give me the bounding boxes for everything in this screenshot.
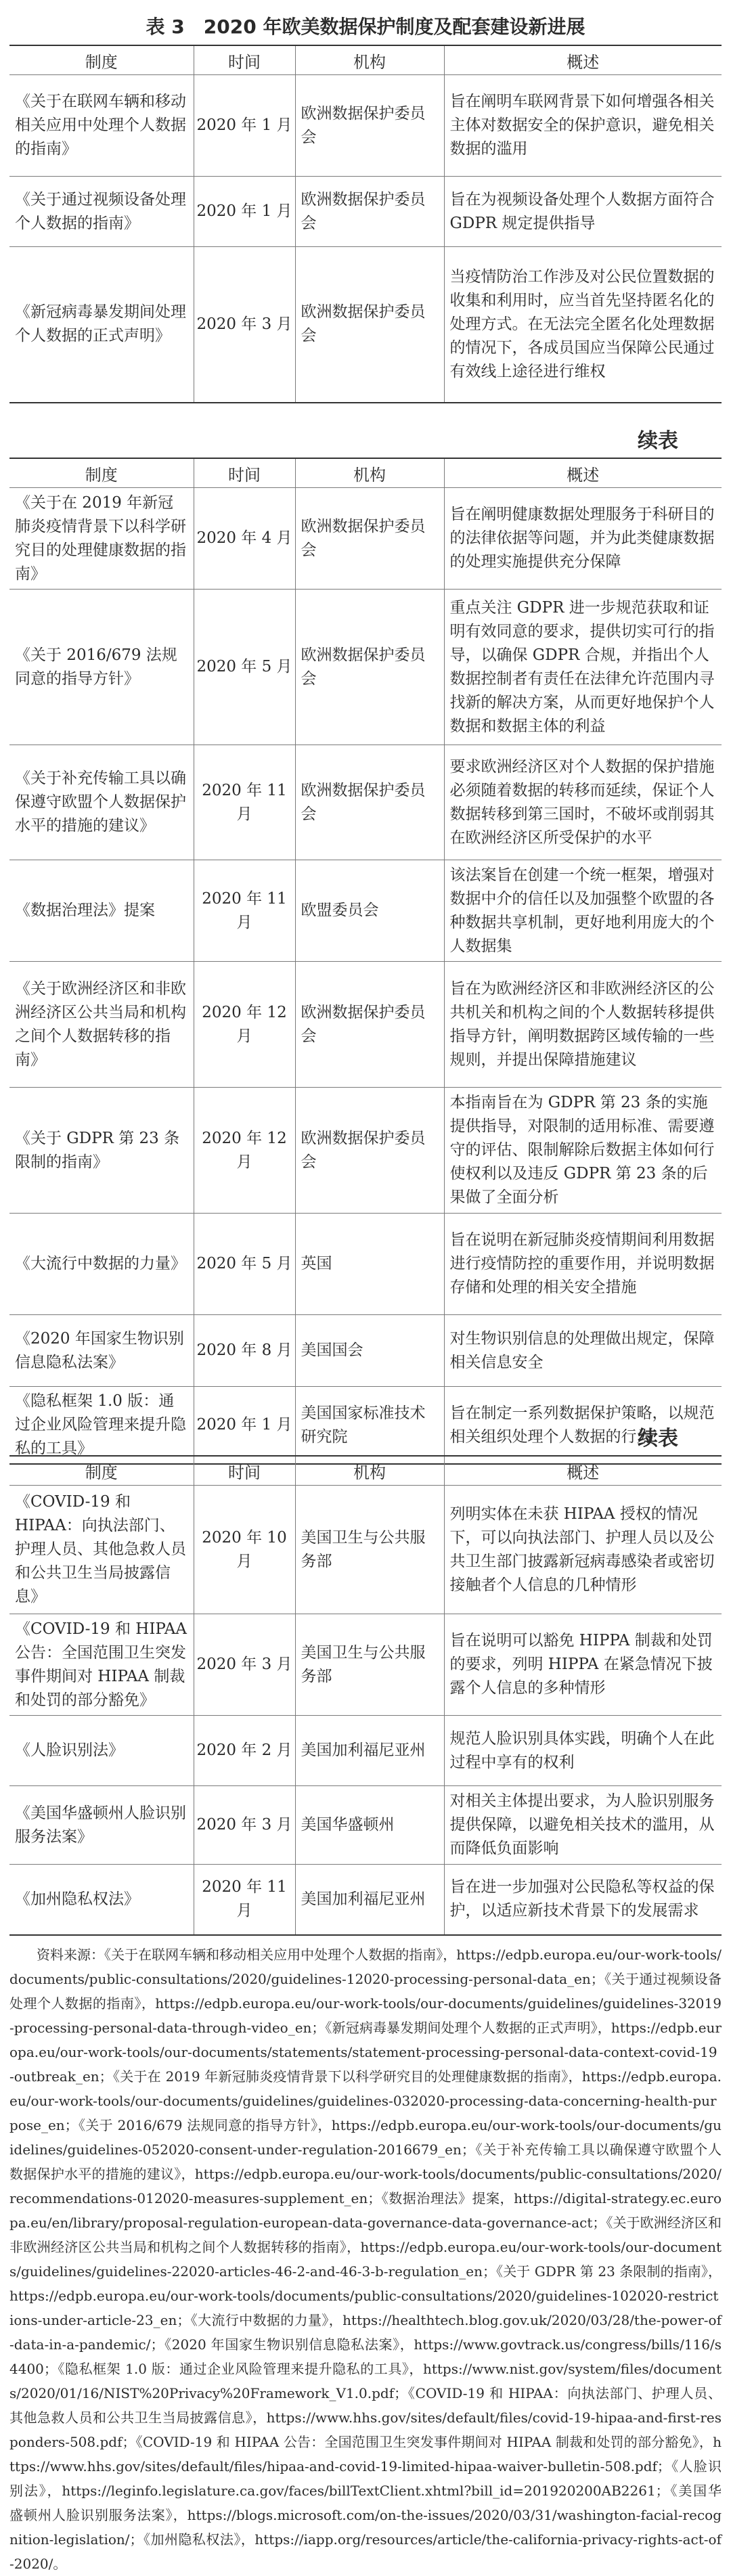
table-row <box>9 1486 722 1614</box>
header-time: 时间 <box>194 1456 295 1486</box>
cell-policy: 《数据治理法》提案 <box>9 860 194 962</box>
cell-org: 欧洲数据保护委员会 <box>295 75 444 177</box>
table-row <box>9 1088 722 1214</box>
table-row <box>9 1387 722 1465</box>
cell-org: 美国华盛顿州 <box>295 1786 444 1865</box>
header-org: 机构 <box>295 45 444 75</box>
table-row <box>9 962 722 1088</box>
cell-summary: 旨在为欧洲经济区和非欧洲经济区的公共机关和机构之间的个人数据转移提供指导方针，阐明数据跨区域传输的一些规则，并提出保障措施建议 <box>444 962 722 1088</box>
header-policy: 制度 <box>9 1456 194 1486</box>
cell-org: 欧洲数据保护委员会 <box>295 962 444 1088</box>
cell-policy: 《关于 GDPR 第 23 条限制的指南》 <box>9 1088 194 1214</box>
policy-table-1 <box>9 45 722 403</box>
cell-time: 2020 年 3 月 <box>194 1614 295 1716</box>
continued-label-2: 续表 <box>638 1427 678 1450</box>
cell-policy: 《关于欧洲经济区和非欧洲经济区公共当局和机构之间个人数据转移的指南》 <box>9 962 194 1088</box>
header-policy: 制度 <box>9 45 194 75</box>
source-notes <box>9 1942 722 2576</box>
cell-summary: 旨在阐明健康数据处理服务于科研目的的法律依据等问题，并为此类健康数据的处理实施提供充分保障 <box>444 488 722 590</box>
cell-policy: 《新冠病毒暴发期间处理个人数据的正式声明》 <box>9 247 194 403</box>
cell-policy: 《美国华盛顿州人脸识别服务法案》 <box>9 1786 194 1865</box>
cell-org: 美国加利福尼亚州 <box>295 1716 444 1786</box>
cell-summary: 旨在进一步加强对公民隐私等权益的保护，以适应新技术背景下的发展需求 <box>444 1865 722 1935</box>
cell-org: 欧盟委员会 <box>295 860 444 962</box>
header-policy: 制度 <box>9 458 194 488</box>
table-row <box>9 75 722 177</box>
cell-summary: 旨在为视频设备处理个人数据方面符合 GDPR 规定提供指导 <box>444 177 722 247</box>
cell-org: 美国国会 <box>295 1315 444 1387</box>
cell-org: 欧洲数据保护委员会 <box>295 488 444 590</box>
cell-org: 欧洲数据保护委员会 <box>295 177 444 247</box>
cell-time: 2020 年 3 月 <box>194 1786 295 1865</box>
header-time: 时间 <box>194 45 295 75</box>
cell-summary: 列明实体在未获 HIPAA 授权的情况下，可以向执法部门、护理人员以及公共卫生部门披露新冠病毒感染者或密切接触者个人信息的几种情形 <box>444 1486 722 1614</box>
table-row <box>9 1214 722 1315</box>
cell-time: 2020 年 4 月 <box>194 488 295 590</box>
table-row <box>9 860 722 962</box>
header-row <box>9 1456 722 1486</box>
table-row <box>9 247 722 403</box>
cell-org: 欧洲数据保护委员会 <box>295 247 444 403</box>
cell-org: 美国国家标准技术研究院 <box>295 1387 444 1465</box>
cell-policy: 《大流行中数据的力量》 <box>9 1214 194 1315</box>
cell-policy: 《人脸识别法》 <box>9 1716 194 1786</box>
cell-time: 2020 年 10 月 <box>194 1486 295 1614</box>
cell-summary: 该法案旨在创建一个统一框架，增强对数据中介的信任以及加强整个欧盟的各种数据共享机制，更好地利用庞大的个人数据集 <box>444 860 722 962</box>
cell-org: 美国加利福尼亚州 <box>295 1865 444 1935</box>
table-row <box>9 590 722 745</box>
cell-summary: 旨在阐明车联网背景下如何增强各相关主体对数据安全的保护意识，避免相关数据的滥用 <box>444 75 722 177</box>
cell-policy: 《关于 2016/679 法规同意的指导方针》 <box>9 590 194 745</box>
table-row <box>9 1315 722 1387</box>
cell-summary: 重点关注 GDPR 进一步规范获取和证明有效同意的要求，提供切实可行的指导，以确保 GDPR 合规，并指出个人数据控制者有责任在法律允许范围内寻找新的解决方案，从而更好地保护个人数据和数据主体的利益 <box>444 590 722 745</box>
cell-summary: 规范人脸识别具体实践，明确个人在此过程中享有的权利 <box>444 1716 722 1786</box>
cell-time: 2020 年 5 月 <box>194 1214 295 1315</box>
table-row <box>9 745 722 860</box>
table-row <box>9 1716 722 1786</box>
table-row <box>9 1865 722 1935</box>
cell-policy: 《关于补充传输工具以确保遵守欧盟个人数据保护水平的措施的建议》 <box>9 745 194 860</box>
cell-summary: 要求欧洲经济区对个人数据的保护措施必须随着数据的转移而延续，保证个人数据转移到第三国时，不破坏或削弱其在欧洲经济区所受保护的水平 <box>444 745 722 860</box>
cell-time: 2020 年 11 月 <box>194 860 295 962</box>
cell-org: 欧洲数据保护委员会 <box>295 745 444 860</box>
header-org: 机构 <box>295 458 444 488</box>
cell-org: 英国 <box>295 1214 444 1315</box>
cell-policy: 《COVID-19 和 HIPAA：向执法部门、护理人员、其他急救人员和公共卫生当局披露信息》 <box>9 1486 194 1614</box>
policy-table-2 <box>9 458 722 1465</box>
cell-time: 2020 年 11 月 <box>194 745 295 860</box>
header-row <box>9 458 722 488</box>
header-time: 时间 <box>194 458 295 488</box>
cell-policy: 《关于通过视频设备处理个人数据的指南》 <box>9 177 194 247</box>
table-row <box>9 488 722 590</box>
cell-summary: 旨在说明可以豁免 HIPPA 制裁和处罚的要求，列明 HIPPA 在紧急情况下披露个人信息的多种情形 <box>444 1614 722 1716</box>
cell-org: 美国卫生与公共服务部 <box>295 1614 444 1716</box>
cell-policy: 《关于在 2019 年新冠肺炎疫情背景下以科学研究目的处理健康数据的指南》 <box>9 488 194 590</box>
header-summary: 概述 <box>444 458 722 488</box>
continued-label-1: 续表 <box>638 429 678 453</box>
cell-time: 2020 年 1 月 <box>194 177 295 247</box>
cell-org: 欧洲数据保护委员会 <box>295 1088 444 1214</box>
table-row <box>9 1614 722 1716</box>
cell-time: 2020 年 12 月 <box>194 1088 295 1214</box>
cell-policy: 《关于在联网车辆和移动相关应用中处理个人数据的指南》 <box>9 75 194 177</box>
cell-time: 2020 年 2 月 <box>194 1716 295 1786</box>
cell-time: 2020 年 11 月 <box>194 1865 295 1935</box>
cell-summary: 当疫情防治工作涉及对公民位置数据的收集和利用时，应当首先坚持匿名化的处理方式。在无法完全匿名化处理数据的情况下，各成员国应当保障公民通过有效线上途径进行维权 <box>444 247 722 403</box>
cell-org: 欧洲数据保护委员会 <box>295 590 444 745</box>
cell-summary: 对生物识别信息的处理做出规定，保障相关信息安全 <box>444 1315 722 1387</box>
source-label: 资料来源： <box>37 1947 105 1963</box>
cell-time: 2020 年 5 月 <box>194 590 295 745</box>
cell-time: 2020 年 1 月 <box>194 1387 295 1465</box>
cell-summary: 旨在制定一系列数据保护策略，以规范相关组织处理个人数据的行为 <box>444 1387 722 1465</box>
table-row <box>9 177 722 247</box>
cell-policy: 《2020 年国家生物识别信息隐私法案》 <box>9 1315 194 1387</box>
cell-summary: 本指南旨在为 GDPR 第 23 条的实施提供指导，对限制的适用标准、需要遵守的评估、限制解除后数据主体如何行使权利以及违反 GDPR 第 23 条的后果做了全面分析 <box>444 1088 722 1214</box>
cell-time: 2020 年 12 月 <box>194 962 295 1088</box>
cell-org: 美国卫生与公共服务部 <box>295 1486 444 1614</box>
cell-time: 2020 年 8 月 <box>194 1315 295 1387</box>
header-org: 机构 <box>295 1456 444 1486</box>
cell-summary: 旨在说明在新冠肺炎疫情期间利用数据进行疫情防控的重要作用，并说明数据存储和处理的相关安全措施 <box>444 1214 722 1315</box>
policy-table-3 <box>9 1455 722 1936</box>
cell-time: 2020 年 3 月 <box>194 247 295 403</box>
header-row <box>9 45 722 75</box>
header-summary: 概述 <box>444 1456 722 1486</box>
cell-policy: 《COVID-19 和 HIPAA 公告：全国范围卫生突发事件期间对 HIPAA 制裁和处罚的部分豁免》 <box>9 1614 194 1716</box>
cell-policy: 《隐私框架 1.0 版：通过企业风险管理来提升隐私的工具》 <box>9 1387 194 1465</box>
header-summary: 概述 <box>444 45 722 75</box>
cell-time: 2020 年 1 月 <box>194 75 295 177</box>
source-text: 《关于在联网车辆和移动相关应用中处理个人数据的指南》，https://edpb.europa.eu/our-work-tools/documents/public-consultations/2020/guidelines-12020-processing-personal-data_en；《关于通过视频设备处理个人数据的指南》，https://edpb.europa.eu/our-work-tools/our-documents/guidelines/guidelines-32019-processing-personal-data-through-video_en；《新冠病毒暴发期间处理个人数据的正式声明》，https://edpb.europa.eu/our-work-tools/our-documents/statements/statement-processing-personal-data-context-covid-19-outbreak_en；《关于在 2019 年新冠肺炎疫情背景下以科学研究目的处理健康数据的指南》，https://edpb.europa.eu/our-work-tools/our-documents/guidelines/guidelines-032020-processing-data-concerning-health-purpose_en；《关于 2016/679 法规同意的指导方针》，https://edpb.europa.eu/our-work-tools/our-documents/guidelines/guidelines-052020-consent-under-regulation-2016679_en；《关于补充传输工具以确保遵守欧盟个人数据保护水平的措施的建议》，https://edpb.europa.eu/our-work-tools/documents/public-consultations/2020/recommendations-012020-measures-supplement_en；《数据治理法》提案，https://digital-strategy.ec.europa.eu/en/library/proposal-regulation-european-data-governance-data-governance-act；《关于欧洲经济区和非欧洲经济区公共当局和机构之间个人数据转移的指南》，https://edpb.europa.eu/our-work-tools/our-documents/guidelines/guidelines-22020-articles-46-2-and-46-3-b-regulation_en；《关于 GDPR 第 23 条限制的指南》，https://edpb.europa.eu/our-work-tools/documents/public-consultations/2020/guidelines-102020-restrictions-under-article-23_en；《大流行中数据的力量》，https://healthtech.blog.gov.uk/2020/03/28/the-power-of-data-in-a-pandemic/；《2020 年国家生物识别信息隐私法案》，https://www.govtrack.us/congress/bills/116/s4400；《隐私框架 1.0 版：通过企业风险管理来提升隐私的工具》，https://www.nist.gov/system/files/documents/2020/01/16/NIST%20Privacy%20Framework_V1.0.pdf；《COVID-19 和 HIPAA：向执法部门、护理人员、其他急救人员和公共卫生当局披露信息》，https://www.hhs.gov/sites/default/files/covid-19-hipaa-and-first-responders-508.pdf；《COVID-19 和 HIPAA 公告：全国范围卫生突发事件期间对 HIPAA 制裁和处罚的部分豁免》，https://www.hhs.gov/sites/default/files/hipaa-and-covid-19-limited-hipaa-waiver-bulletin-508.pdf；《人脸识别法》，https://leginfo.legislature.ca.gov/faces/billTextClient.xhtml?bill_id=201920200AB2261；《美国华盛顿州人脸识别服务法案》，https://blogs.microsoft.com/on-the-issues/2020/03/31/washington-facial-recognition-legislation/；《加州隐私权法》，https://iapp.org/resources/article/the-california-privacy-rights-act-of-2020/。 <box>9 1947 722 2572</box>
cell-policy: 《加州隐私权法》 <box>9 1865 194 1935</box>
table-title: 表 3 2020 年欧美数据保护制度及配套建设新进展 <box>146 16 585 38</box>
cell-summary: 对相关主体提出要求，为人脸识别服务提供保障，以避免相关技术的滥用，从而降低负面影响 <box>444 1786 722 1865</box>
table-row <box>9 1786 722 1865</box>
